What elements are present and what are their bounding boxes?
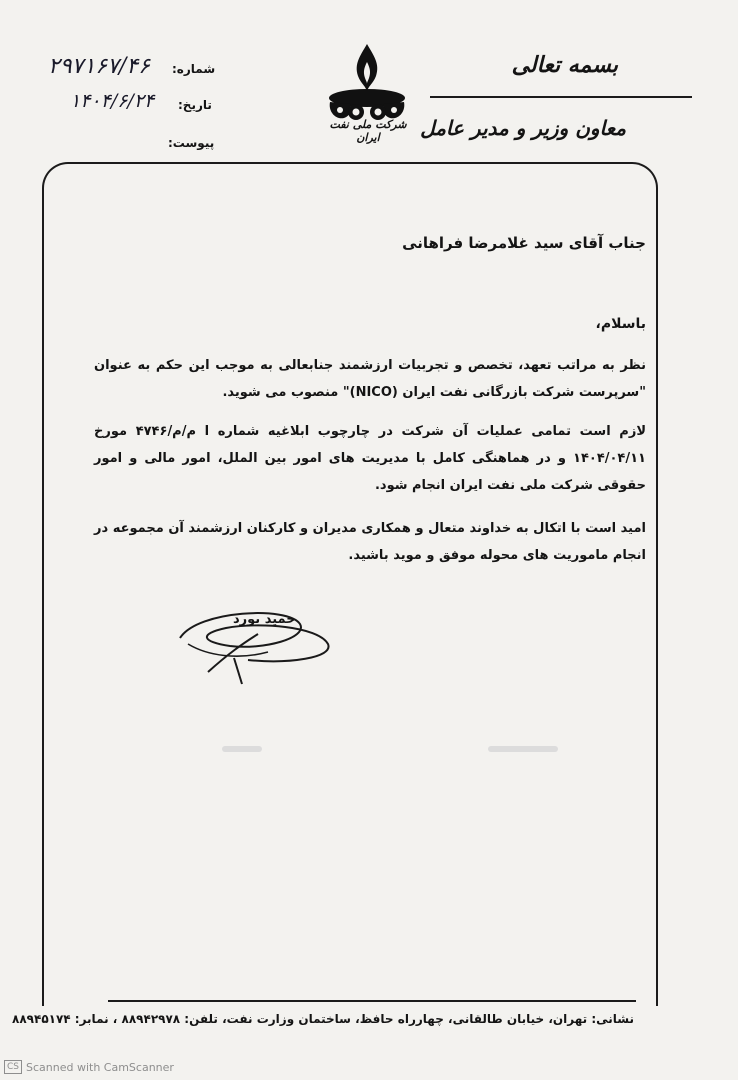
header-rule <box>430 96 692 98</box>
office-title: معاون وزیر و مدیر عامل <box>420 116 626 140</box>
footer-address: نشانی: تهران، خیابان طالقانی، چهارراه حافظ، ساختمان وزارت نفت، تلفن: ۸۸۹۴۲۹۷۸ ، نمابر: ۸۸۹۴۵۱۷۴ <box>12 1012 634 1026</box>
signer-name: حمید بورد <box>233 612 296 627</box>
date-label: تاریخ: <box>178 98 212 112</box>
bismillah-heading: بسمه تعالی <box>511 52 618 78</box>
attachment-label: پیوست: <box>168 136 215 150</box>
paragraph-instructions: لازم است تمامی عملیات آن شرکت در چارچوب ابلاغیه شماره ا م/م/۴۷۴۶ مورخ ۱۴۰۴/۰۴/۱۱ و در هماهنگی کامل با مدیریت های امور بین الملل، امور مالی و امور حقوقی شرکت ملی نفت ایران انجام شود. <box>94 424 646 493</box>
camscanner-badge: CS <box>4 1060 22 1074</box>
number-value: ۲۹۷۱۶۷/۴۶ <box>48 54 150 79</box>
footer-rule <box>108 1000 636 1002</box>
camscanner-text: Scanned with CamScanner <box>26 1060 174 1074</box>
scanner-watermark <box>4 1060 174 1074</box>
greeting: باسلام، <box>595 316 646 332</box>
scan-smudge <box>222 746 262 752</box>
paragraph-appointment: نظر به مراتب تعهد، تخصص و تجربیات ارزشمند جنابعالی به موجب این حکم به عنوان "سرپرست شرکت بازرگانی نفت ایران (NICO)" منصوب می شوید. <box>94 358 646 400</box>
number-label: شماره: <box>172 62 216 76</box>
logo-caption: شرکت ملی نفت ایران <box>329 118 407 144</box>
date-value: ۱۴۰۴/۶/۲۴ <box>70 90 155 112</box>
scan-smudge <box>488 746 558 752</box>
letter-frame <box>42 162 658 1006</box>
addressee: جناب آقای سید غلامرضا فراهانی <box>402 234 646 252</box>
paragraph-closing: امید است با اتکال به خداوند متعال و همکاری مدیران و کارکنان ارزشمند آن مجموعه در انجام ماموریت های محوله موفق و موید باشید. <box>94 521 646 563</box>
